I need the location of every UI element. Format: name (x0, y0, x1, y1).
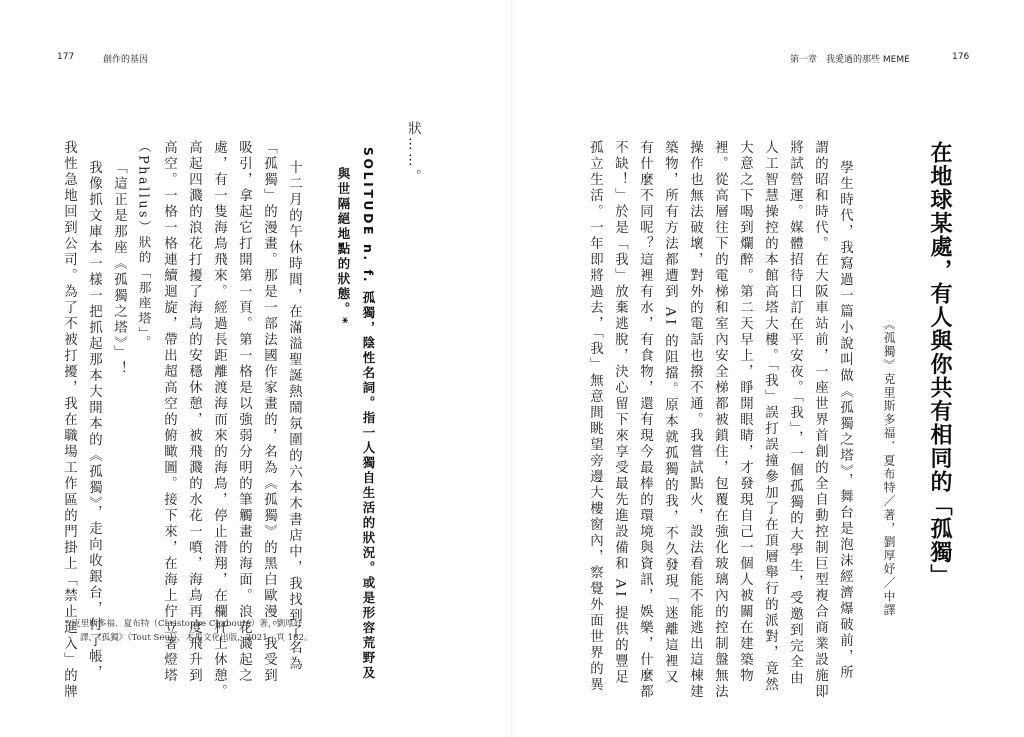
body-line: 狀……。 (405, 121, 421, 185)
body-line: 高起四濺的浪花打擾了海鳥的安穩休憩，被飛濺的水花一噴，海鳥再度飛升到 (186, 140, 202, 684)
body-line: 有什麼不同呢？這裡有水，有食物，還有現今最棒的環境與資訊，娛樂，什麼都 (637, 140, 653, 700)
body-line: 我性急地回到公司。為了不被打擾，我在職場工作區的門掛上「禁止進入」的牌 (61, 140, 77, 700)
definition-line: SOLITUDE n. f. 孤獨，陰性名詞。指一人獨自生活的狀況。或是形容荒野及 (361, 147, 376, 682)
body-line: 裡。從高層往下的電梯和室內安全梯都被鎖住，包覆在強化玻璃內的控制盤無法 (712, 140, 728, 700)
body-line: 「這正是那座《孤獨之塔》」！ (111, 160, 127, 378)
body-line: 謂的昭和時代。在大阪車站前，一座世界首創的全自動控制巨型複合商業設施即 (812, 140, 828, 700)
body-line: 大意之下喝到爛醉。第二天早上，睜開眼睛，才發現自己一個人被關在建築物 (737, 140, 753, 684)
body-line: 「孤獨」的漫畫。那是一部法國作家畫的，名為《孤獨》的黑白歐漫。我受到 (261, 140, 277, 684)
body-line: 處，有一隻海鳥飛來。經過長距離渡海而來的海鳥，停止滑翔，在欄杆上休憩。 (211, 140, 227, 700)
footnote-line: 譯，《孤獨》（Tout Seul），木馬文化出版，2021，頁 182。 (80, 633, 313, 643)
body-line: 吸引，拿起它打開第一頁。第一格是以強弱分明的筆觸畫的海面。浪花濺起之 (236, 140, 252, 684)
chapter-title: 在地球某處，有人與你共有相同的「孤獨」 (927, 141, 952, 588)
left-page-number: 177 (57, 52, 75, 62)
left-running-head: 創作的基因 (103, 55, 149, 65)
body-line: 將試營運。媒體招待日訂在平安夜。「我」，一個孤獨的大學生，受邀到完全由 (787, 140, 803, 687)
footnote-line: * 克里斯多福．夏布特（Christophe Chabouté）著，劉厚妤 (65, 619, 303, 629)
right-page-number: 176 (952, 52, 970, 62)
right-running-head: 第一章 我愛過的那些 MEME (790, 55, 910, 65)
page-gutter (511, 0, 513, 737)
body-line: 學生時代，我寫過一篇小說叫做《孤獨之塔》，舞台是泡沫經濟爆破前，所 (837, 160, 853, 682)
body-line: 我像抓文庫本一樣一把抓起那本大開本的《孤獨》，走向收銀台，付了帳， (86, 160, 102, 682)
body-line: 不缺！」於是「我」放棄逃脫，決心留下來享受最先進設備和 AI 提供的豐足 (612, 140, 628, 686)
body-line: 孤立生活。一年即將過去，「我」無意間眺望旁邊大樓窗內，察覺外面世界的異 (587, 140, 603, 694)
body-line: 十二月的午休時間，在滿溢聖誕熱鬧氛圍的六本木書店中，我找到了名為 (286, 160, 302, 672)
definition-line: 與世隔絕地點的狀態。* (336, 167, 351, 327)
body-line: 高空。一格一格連續迴旋，帶出超高空的俯瞰圖。接下來，在海上佇立著燈塔 (161, 140, 177, 684)
body-line: （Phallus）狀的「那座塔」。 (136, 140, 152, 351)
body-line: 操作也無法破壞，對外的電話也撥不通。我嘗試點火，設法看能不能逃出這棟建 (687, 140, 703, 700)
book-credit: 《孤獨》克里斯多福．夏布特／著，劉厚妤／中譯 (882, 318, 896, 618)
body-line: 築物，所有方法都遭到 AI 的阻擋。原本就孤獨的我，不久發現「迷離這裡又 (662, 140, 678, 686)
body-line: 人工智慧操控的本館高塔大樓。「我」誤打誤撞參加了在頂層舉行的派對，竟然 (762, 140, 778, 694)
